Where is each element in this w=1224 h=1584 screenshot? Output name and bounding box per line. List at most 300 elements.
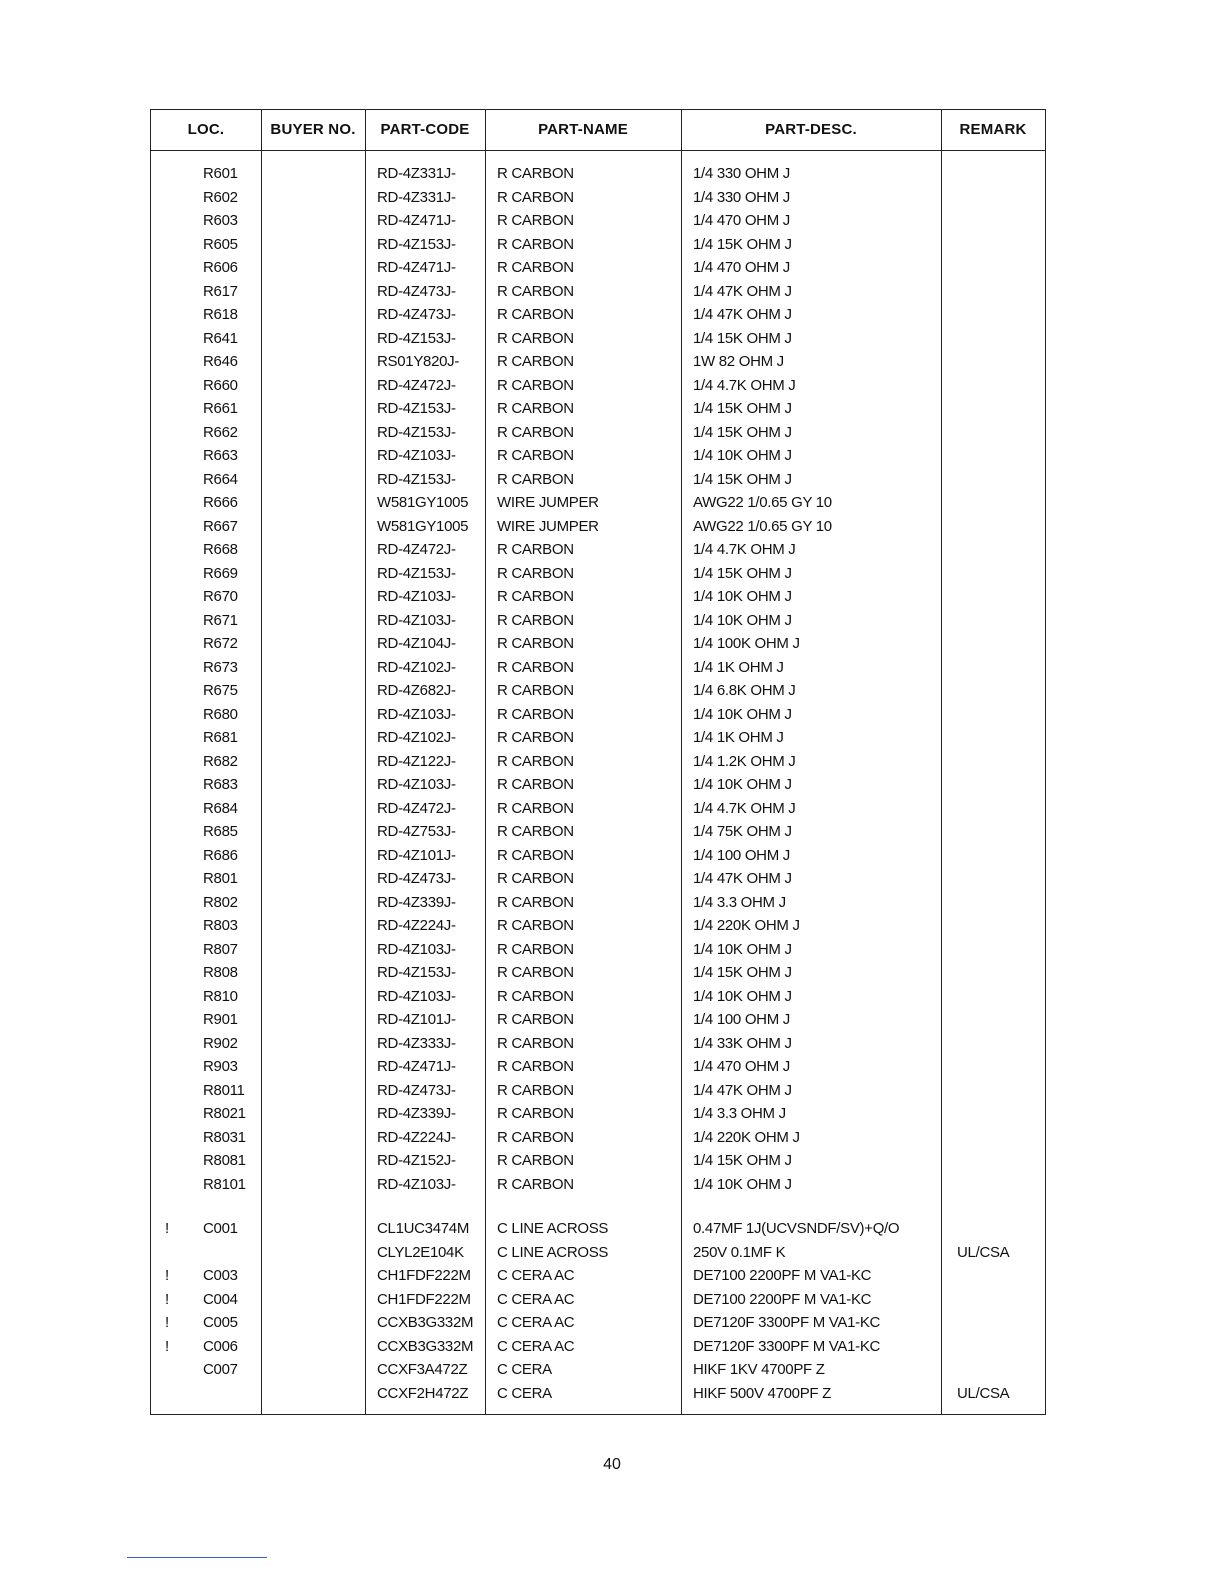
part-code-cell: RD-4Z103J- (377, 588, 456, 605)
part-code-cell: RS01Y820J- (377, 353, 460, 370)
part-code-cell: CL1UC3474M (377, 1220, 470, 1237)
safety-mark (165, 1032, 175, 1056)
safety-mark (165, 750, 175, 774)
part-code-cell: RD-4Z102J- (377, 658, 456, 676)
safety-mark (165, 914, 175, 938)
part-desc-cell: 1/4 1K OHM J (693, 658, 784, 676)
part-name-cell: R CARBON (497, 1128, 574, 1146)
table-row (151, 444, 1045, 468)
resistor-section (151, 162, 1045, 1196)
part-name-cell: R CARBON (497, 705, 574, 723)
part-code-cell: RD-4Z153J- (377, 470, 456, 488)
loc-cell (203, 1241, 293, 1265)
part-code-cell: CCXF3A472Z (377, 1361, 468, 1378)
loc-cell: R8011 (203, 1081, 245, 1099)
part-code-cell: CCXB3G332M (377, 1337, 474, 1355)
loc-cell: R661 (203, 400, 238, 417)
part-desc-cell: AWG22 1/0.65 GY 10 (693, 517, 832, 535)
part-desc-cell: 1/4 100 OHM J (693, 1011, 790, 1028)
table-row (151, 468, 1045, 492)
part-code-cell: RD-4Z333J- (377, 1034, 456, 1052)
parts-table (150, 109, 1046, 1415)
safety-mark (165, 162, 175, 186)
table-row (151, 1335, 1045, 1359)
safety-mark (165, 397, 175, 421)
loc-cell: R681 (203, 729, 238, 746)
part-name-cell: R CARBON (497, 682, 574, 699)
part-desc-cell: 1/4 4.7K OHM J (693, 541, 796, 558)
header-remark: REMARK (959, 121, 1027, 138)
remark-cell (957, 844, 1037, 868)
part-code-cell: RD-4Z153J- (377, 964, 456, 981)
safety-mark (165, 797, 175, 821)
safety-mark (165, 844, 175, 868)
table-row (151, 1311, 1045, 1335)
part-desc-cell: 1/4 10K OHM J (693, 987, 792, 1005)
loc-cell: R801 (203, 870, 238, 887)
part-desc-cell: 0.47MF 1J(UCVSNDF/SV)+Q/O (693, 1220, 900, 1237)
remark-cell (957, 162, 1037, 186)
part-desc-cell: 250V 0.1MF K (693, 1243, 786, 1261)
table-row (151, 1102, 1045, 1126)
remark-cell (957, 797, 1037, 821)
part-name-cell: C CERA (497, 1384, 552, 1402)
part-desc-cell: 1/4 10K OHM J (693, 447, 792, 464)
remark-cell: UL/CSA (957, 1384, 1010, 1402)
loc-cell: R684 (203, 799, 238, 817)
loc-cell: R618 (203, 306, 238, 323)
part-desc-cell: 1/4 10K OHM J (693, 588, 792, 605)
loc-cell: R902 (203, 1034, 238, 1052)
loc-cell: R803 (203, 917, 238, 934)
table-row (151, 233, 1045, 257)
part-code-cell: RD-4Z471J- (377, 259, 456, 276)
safety-mark (165, 820, 175, 844)
loc-cell: R601 (203, 165, 238, 182)
remark-cell (957, 1126, 1037, 1150)
table-row (151, 891, 1045, 915)
remark-cell (957, 1149, 1037, 1173)
part-code-cell: W581GY1005 (377, 517, 469, 535)
table-row (151, 350, 1045, 374)
loc-cell: R8081 (203, 1152, 246, 1169)
safety-mark (165, 233, 175, 257)
part-desc-cell: AWG22 1/0.65 GY 10 (693, 494, 832, 511)
part-desc-cell: 1/4 1K OHM J (693, 729, 784, 746)
part-name-cell: R CARBON (497, 870, 574, 887)
part-name-cell: R CARBON (497, 1034, 574, 1052)
loc-cell: R670 (203, 588, 238, 605)
part-name-cell: WIRE JUMPER (497, 517, 599, 535)
part-desc-cell: 1/4 47K OHM J (693, 1081, 792, 1099)
loc-cell (203, 1382, 293, 1406)
safety-mark (165, 280, 175, 304)
part-code-cell: CLYL2E104K (377, 1243, 464, 1261)
loc-cell: R802 (203, 893, 238, 911)
loc-cell: R682 (203, 752, 238, 770)
loc-cell: C007 (203, 1361, 238, 1378)
loc-cell: R8101 (203, 1175, 246, 1193)
table-row (151, 1288, 1045, 1312)
part-code-cell: RD-4Z153J- (377, 423, 456, 441)
remark-cell (957, 1217, 1037, 1241)
table-row (151, 1217, 1045, 1241)
part-name-cell: R CARBON (497, 752, 574, 770)
table-row (151, 1149, 1045, 1173)
table-body (151, 162, 1045, 1405)
loc-cell: C001 (203, 1220, 238, 1237)
table-row (151, 679, 1045, 703)
part-code-cell: CCXB3G332M (377, 1314, 474, 1331)
part-name-cell: R CARBON (497, 306, 574, 323)
part-desc-cell: 1/4 10K OHM J (693, 705, 792, 723)
remark-cell (957, 538, 1037, 562)
part-code-cell: RD-4Z153J- (377, 235, 456, 253)
remark-cell (957, 1173, 1037, 1197)
table-row (151, 938, 1045, 962)
part-desc-cell: 1/4 1.2K OHM J (693, 752, 796, 770)
safety-mark (165, 491, 175, 515)
loc-cell: R680 (203, 705, 238, 723)
loc-cell: R602 (203, 188, 238, 206)
table-row (151, 538, 1045, 562)
capacitor-section (151, 1217, 1045, 1405)
safety-mark (165, 1055, 175, 1079)
part-code-cell: CH1FDF222M (377, 1267, 471, 1284)
remark-cell (957, 938, 1037, 962)
part-desc-cell: 1/4 15K OHM J (693, 329, 792, 347)
remark-cell (957, 820, 1037, 844)
remark-cell (957, 1079, 1037, 1103)
part-code-cell: RD-4Z153J- (377, 400, 456, 417)
part-code-cell: RD-4Z753J- (377, 823, 456, 840)
loc-cell: R663 (203, 447, 238, 464)
remark-cell (957, 867, 1037, 891)
part-name-cell: R CARBON (497, 212, 574, 229)
part-desc-cell: 1/4 470 OHM J (693, 1058, 790, 1075)
loc-cell: R903 (203, 1058, 238, 1075)
part-name-cell: R CARBON (497, 1058, 574, 1075)
part-desc-cell: 1/4 15K OHM J (693, 470, 792, 488)
part-code-cell: RD-4Z339J- (377, 893, 456, 911)
table-row (151, 867, 1045, 891)
table-row (151, 515, 1045, 539)
loc-cell: R664 (203, 470, 238, 488)
table-row (151, 491, 1045, 515)
safety-mark (165, 1149, 175, 1173)
part-name-cell: R CARBON (497, 1105, 574, 1122)
table-row (151, 914, 1045, 938)
part-code-cell: RD-4Z471J- (377, 212, 456, 229)
table-row (151, 562, 1045, 586)
part-code-cell: RD-4Z101J- (377, 1011, 456, 1028)
table-row (151, 1264, 1045, 1288)
safety-mark (165, 679, 175, 703)
part-desc-cell: DE7100 2200PF M VA1-KC (693, 1267, 872, 1284)
table-row (151, 1126, 1045, 1150)
remark-cell (957, 891, 1037, 915)
safety-mark (165, 938, 175, 962)
part-name-cell: R CARBON (497, 188, 574, 206)
remark-cell (957, 703, 1037, 727)
table-row (151, 1079, 1045, 1103)
part-desc-cell: 1/4 6.8K OHM J (693, 682, 796, 699)
safety-mark (165, 609, 175, 633)
part-name-cell: R CARBON (497, 776, 574, 793)
table-row (151, 797, 1045, 821)
part-desc-cell: 1/4 100 OHM J (693, 846, 790, 864)
remark-cell: UL/CSA (957, 1243, 1010, 1261)
part-name-cell: WIRE JUMPER (497, 494, 599, 511)
safety-mark (165, 1173, 175, 1197)
part-desc-cell: 1/4 15K OHM J (693, 1152, 792, 1169)
safety-mark (165, 186, 175, 210)
safety-mark (165, 374, 175, 398)
part-code-cell: RD-4Z103J- (377, 447, 456, 464)
remark-cell (957, 609, 1037, 633)
part-desc-cell: 1/4 15K OHM J (693, 964, 792, 981)
part-name-cell: R CARBON (497, 400, 574, 417)
part-desc-cell: 1/4 330 OHM J (693, 188, 790, 206)
part-name-cell: R CARBON (497, 964, 574, 981)
safety-mark (165, 726, 175, 750)
part-desc-cell: 1W 82 OHM J (693, 353, 784, 370)
part-name-cell: C CERA AC (497, 1337, 575, 1355)
remark-cell (957, 1055, 1037, 1079)
remark-cell (957, 562, 1037, 586)
part-desc-cell: 1/4 47K OHM J (693, 306, 792, 323)
remark-cell (957, 280, 1037, 304)
safety-mark (165, 562, 175, 586)
header-part-name: PART-NAME (538, 121, 628, 138)
loc-cell: R669 (203, 564, 238, 582)
loc-cell: R606 (203, 259, 238, 276)
header-loc: LOC. (187, 121, 225, 138)
loc-cell: R646 (203, 353, 238, 370)
remark-cell (957, 256, 1037, 280)
part-name-cell: R CARBON (497, 917, 574, 934)
safety-mark (165, 773, 175, 797)
part-name-cell: R CARBON (497, 282, 574, 300)
part-code-cell: RD-4Z152J- (377, 1152, 456, 1169)
remark-cell (957, 656, 1037, 680)
safety-mark: ! (165, 1314, 169, 1331)
remark-cell (957, 303, 1037, 327)
loc-cell: R671 (203, 611, 238, 629)
part-desc-cell: 1/4 10K OHM J (693, 1175, 792, 1193)
part-code-cell: RD-4Z122J- (377, 752, 456, 770)
loc-cell: R685 (203, 823, 238, 840)
safety-mark (165, 632, 175, 656)
table-row (151, 186, 1045, 210)
table-row (151, 327, 1045, 351)
footer-rule (127, 1557, 267, 1558)
part-code-cell: RD-4Z473J- (377, 306, 456, 323)
safety-mark (165, 538, 175, 562)
part-code-cell: RD-4Z473J- (377, 1081, 456, 1099)
part-name-cell: R CARBON (497, 165, 574, 182)
part-desc-cell: 1/4 15K OHM J (693, 235, 792, 253)
safety-mark: ! (165, 1337, 169, 1355)
safety-mark (165, 256, 175, 280)
part-name-cell: R CARBON (497, 235, 574, 253)
loc-cell: R668 (203, 541, 238, 558)
remark-cell (957, 773, 1037, 797)
table-row (151, 585, 1045, 609)
table-row (151, 1241, 1045, 1265)
remark-cell (957, 985, 1037, 1009)
part-code-cell: RD-4Z331J- (377, 165, 456, 182)
part-code-cell: RD-4Z471J- (377, 1058, 456, 1075)
safety-mark (165, 1126, 175, 1150)
part-desc-cell: 1/4 15K OHM J (693, 564, 792, 582)
table-row (151, 209, 1045, 233)
loc-cell: R675 (203, 682, 238, 699)
part-code-cell: RD-4Z103J- (377, 940, 456, 958)
part-code-cell: RD-4Z224J- (377, 1128, 456, 1146)
part-name-cell: R CARBON (497, 1152, 574, 1169)
loc-cell: R660 (203, 376, 238, 394)
loc-cell: R605 (203, 235, 238, 253)
table-row (151, 1382, 1045, 1406)
page-number: 40 (603, 1456, 621, 1473)
table-row (151, 961, 1045, 985)
part-desc-cell: 1/4 47K OHM J (693, 282, 792, 300)
safety-mark (165, 515, 175, 539)
table-row (151, 397, 1045, 421)
part-name-cell: C CERA AC (497, 1290, 575, 1308)
part-code-cell: RD-4Z103J- (377, 776, 456, 793)
part-desc-cell: 1/4 10K OHM J (693, 940, 792, 958)
part-desc-cell: 1/4 4.7K OHM J (693, 799, 796, 817)
safety-mark (165, 1008, 175, 1032)
part-name-cell: R CARBON (497, 846, 574, 864)
part-code-cell: W581GY1005 (377, 494, 469, 511)
part-name-cell: R CARBON (497, 423, 574, 441)
safety-mark (165, 961, 175, 985)
header-part-desc: PART-DESC. (765, 121, 857, 138)
table-row (151, 280, 1045, 304)
table-row (151, 773, 1045, 797)
part-name-cell: C CERA AC (497, 1267, 575, 1284)
table-row (151, 1055, 1045, 1079)
loc-cell: C005 (203, 1314, 238, 1331)
remark-cell (957, 374, 1037, 398)
safety-mark (165, 656, 175, 680)
part-code-cell: RD-4Z339J- (377, 1105, 456, 1122)
part-code-cell: RD-4Z103J- (377, 611, 456, 629)
part-desc-cell: 1/4 330 OHM J (693, 165, 790, 182)
part-code-cell: RD-4Z473J- (377, 870, 456, 887)
remark-cell (957, 1008, 1037, 1032)
loc-cell: R617 (203, 282, 238, 300)
table-row (151, 374, 1045, 398)
safety-mark (165, 468, 175, 492)
section-gap (151, 1196, 1045, 1217)
remark-cell (957, 350, 1037, 374)
loc-cell: R672 (203, 635, 238, 652)
remark-cell (957, 1288, 1037, 1312)
safety-mark (165, 891, 175, 915)
safety-mark: ! (165, 1220, 169, 1237)
part-desc-cell: DE7120F 3300PF M VA1-KC (693, 1337, 881, 1355)
safety-mark: ! (165, 1267, 169, 1284)
remark-cell (957, 1264, 1037, 1288)
table-row (151, 1358, 1045, 1382)
remark-cell (957, 444, 1037, 468)
remark-cell (957, 186, 1037, 210)
remark-cell (957, 397, 1037, 421)
safety-mark (165, 350, 175, 374)
part-desc-cell: 1/4 10K OHM J (693, 776, 792, 793)
safety-mark (165, 421, 175, 445)
part-name-cell: R CARBON (497, 635, 574, 652)
loc-cell: R673 (203, 658, 238, 676)
remark-cell (957, 1335, 1037, 1359)
safety-mark (165, 985, 175, 1009)
part-code-cell: RD-4Z101J- (377, 846, 456, 864)
part-code-cell: CH1FDF222M (377, 1290, 471, 1308)
table-row (151, 1173, 1045, 1197)
part-desc-cell: 1/4 75K OHM J (693, 823, 792, 840)
part-desc-cell: HIKF 1KV 4700PF Z (693, 1361, 825, 1378)
loc-cell: R8031 (203, 1128, 246, 1146)
table-row (151, 726, 1045, 750)
loc-cell: R901 (203, 1011, 238, 1028)
table-row (151, 1008, 1045, 1032)
part-desc-cell: 1/4 220K OHM J (693, 917, 800, 934)
table-row (151, 256, 1045, 280)
safety-mark (165, 585, 175, 609)
table-row (151, 162, 1045, 186)
loc-cell: R807 (203, 940, 238, 958)
part-desc-cell: 1/4 47K OHM J (693, 870, 792, 887)
part-name-cell: R CARBON (497, 259, 574, 276)
safety-mark (165, 327, 175, 351)
table-row (151, 632, 1045, 656)
part-code-cell: RD-4Z224J- (377, 917, 456, 934)
table-row (151, 303, 1045, 327)
part-desc-cell: 1/4 3.3 OHM J (693, 893, 786, 911)
safety-mark (165, 444, 175, 468)
part-code-cell: RD-4Z472J- (377, 799, 456, 817)
loc-cell: R603 (203, 212, 238, 229)
part-code-cell: RD-4Z103J- (377, 1175, 456, 1193)
remark-cell (957, 632, 1037, 656)
header-part-code: PART-CODE (380, 121, 470, 138)
part-code-cell: RD-4Z331J- (377, 188, 456, 206)
part-code-cell: RD-4Z102J- (377, 729, 456, 746)
part-name-cell: R CARBON (497, 893, 574, 911)
table-row (151, 1032, 1045, 1056)
table-row (151, 609, 1045, 633)
part-name-cell: R CARBON (497, 658, 574, 676)
part-code-cell: RD-4Z473J- (377, 282, 456, 300)
loc-cell: R666 (203, 494, 238, 511)
safety-mark (165, 1079, 175, 1103)
part-desc-cell: 1/4 100K OHM J (693, 635, 800, 652)
part-desc-cell: 1/4 10K OHM J (693, 611, 792, 629)
loc-cell: R667 (203, 517, 238, 535)
loc-cell: R683 (203, 776, 238, 793)
part-name-cell: C LINE ACROSS (497, 1243, 609, 1261)
part-desc-cell: DE7100 2200PF M VA1-KC (693, 1290, 872, 1308)
table-row (151, 985, 1045, 1009)
remark-cell (957, 750, 1037, 774)
remark-cell (957, 585, 1037, 609)
loc-cell: R662 (203, 423, 238, 441)
safety-mark: ! (165, 1290, 169, 1308)
